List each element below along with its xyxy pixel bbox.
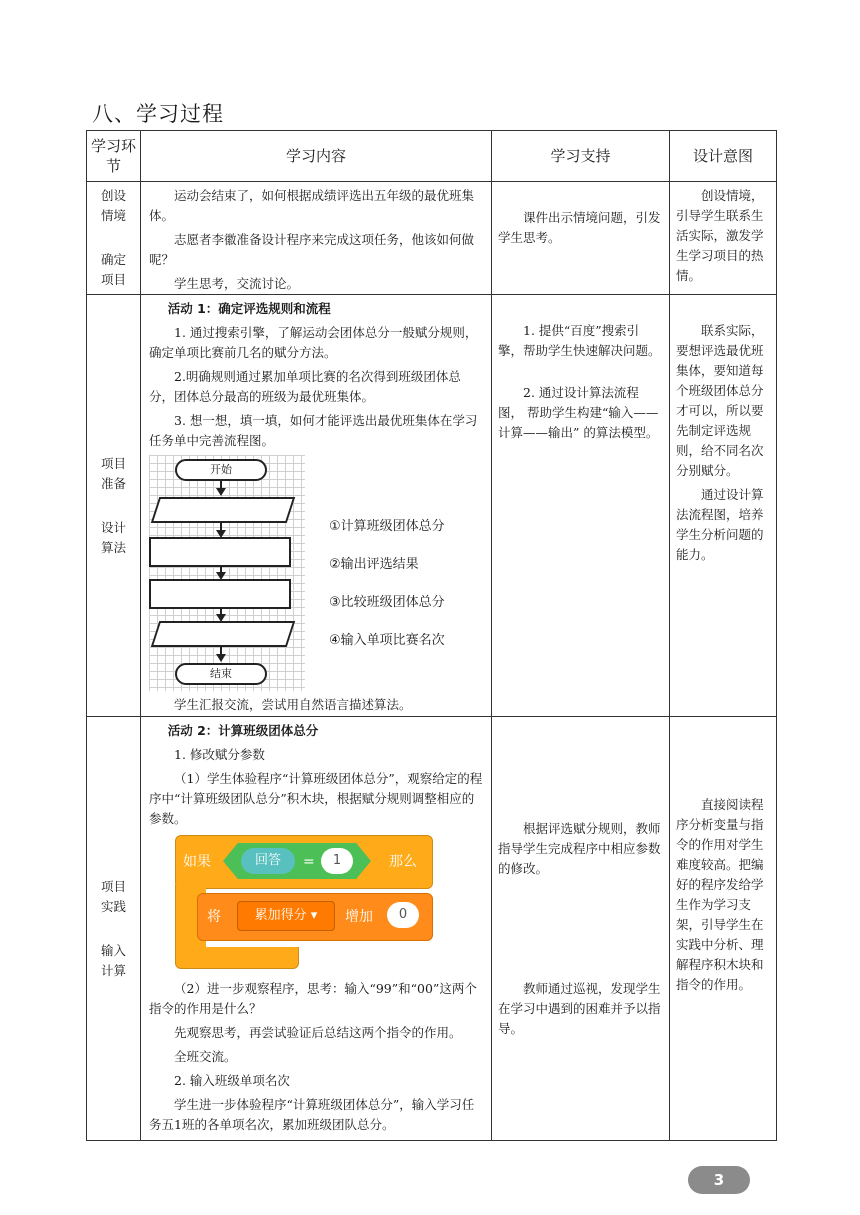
content-paragraph: （2）进一步观察程序，思考：输入“99”和“00”这两个指令的作用是什么？ (149, 981, 477, 1016)
change-value-input[interactable]: 0 (387, 902, 419, 928)
stage-label: 确定项目 (100, 252, 126, 287)
intent-paragraph: 创设情境，引导学生联系生活实际，激发学生学习项目的热情。 (676, 188, 764, 283)
header-content: 学习内容 (141, 131, 492, 182)
support-paragraph: 课件出示情境问题，引发学生思考。 (498, 210, 661, 245)
flow-option: ①计算班级团体总分 (329, 519, 445, 534)
flow-arrow (216, 654, 226, 662)
content-paragraph: 1. 修改赋分参数 (174, 747, 265, 762)
content-paragraph: （1）学生体验程序“计算班级团体总分”，观察给定的程序中“计算班级团队总分”积木块，根据赋分规则调整相应的参数。 (149, 771, 483, 826)
stage-label: 设计算法 (100, 519, 126, 555)
stage-cell (87, 295, 141, 717)
table-row (87, 295, 777, 717)
content-paragraph: 2. 输入班级单项名次 (174, 1073, 290, 1088)
section-heading: 八、学习过程 (92, 102, 224, 126)
content-paragraph: 运动会结束了，如何根据成绩评选出五年级的最优班集体。 (149, 188, 475, 223)
flow-process-box[interactable] (149, 537, 291, 567)
flow-option: ④输入单项比赛名次 (329, 633, 445, 648)
content-paragraph: 学生思考，交流讨论。 (174, 276, 300, 291)
learning-process-table (86, 130, 777, 1141)
intent-paragraph: 通过设计算法流程图，培养学生分析问题的能力。 (676, 487, 764, 562)
flow-output-box[interactable] (151, 621, 295, 647)
page-number: 3 (688, 1166, 750, 1194)
content-cell (141, 295, 492, 717)
flow-arrow (216, 488, 226, 496)
header-support: 学习支持 (492, 131, 670, 182)
flow-process-box[interactable] (149, 579, 291, 609)
content-paragraph: 全班交流。 (174, 1049, 237, 1064)
support-paragraph: 1. 提供“百度”搜索引擎，帮助学生快速解决问题。 (498, 323, 661, 358)
support-cell (492, 295, 670, 717)
intent-cell (670, 295, 777, 717)
header-intent: 设计意图 (670, 131, 777, 182)
compare-value-input[interactable]: 1 (321, 848, 353, 874)
content-paragraph: 志愿者李徽准备设计程序来完成这项任务，他该如何做呢？ (149, 232, 475, 267)
content-paragraph: 学生进一步体验程序“计算班级团体总分”，输入学习任务五1班的各单项名次，累加班级团队总分。 (149, 1097, 475, 1132)
intent-cell (670, 717, 777, 1141)
answer-variable[interactable]: 回答 (241, 848, 295, 874)
content-paragraph: 1. 通过搜索引擎，了解运动会团体总分一般赋分规则，确定单项比赛前几名的赋分方法。 (149, 325, 478, 360)
stage-label: 创设情境 (100, 188, 126, 223)
flow-option: ③比较班级团体总分 (329, 595, 445, 610)
flow-end: 结束 (175, 663, 267, 685)
support-paragraph: 根据评选赋分规则，教师指导学生完成程序中相应参数的修改。 (498, 821, 661, 876)
content-cell (141, 717, 492, 1141)
change-label: 增加 (345, 909, 373, 925)
equals-operator: = (303, 854, 315, 870)
stage-cell (87, 182, 141, 295)
content-paragraph: 先观察思考，再尝试验证后总结这两个指令的作用。 (174, 1025, 462, 1040)
content-paragraph: 2.明确规则通过累加单项比赛的名次得到班级团体总分，团体总分最高的班级为最优班集体。 (149, 369, 461, 404)
stage-label: 项目准备 (100, 455, 126, 491)
table-header-row (87, 131, 777, 182)
flow-input-box[interactable] (151, 497, 295, 523)
flow-start: 开始 (175, 459, 267, 481)
activity-title: 活动 2：计算班级团体总分 (167, 723, 319, 738)
content-paragraph: 3. 想一想，填一填，如何才能评选出最优班集体在学习任务单中完善流程图。 (149, 413, 478, 448)
intent-paragraph: 直接阅读程序分析变量与指令的作用对学生难度较高。把编好的程序发给学生作为学习支架，引导学生在实践中分析、理解程序积木块和指令的作用。 (676, 797, 764, 992)
support-paragraph: 教师通过巡视，发现学生在学习中遇到的困难并予以指导。 (498, 981, 661, 1036)
flow-option: ②输出评选结果 (329, 557, 419, 572)
intent-paragraph: 联系实际，要想评选最优班集体，要知道每个班级团体总分才可以，所以要先制定评选规则，给不同名次分别赋分。 (676, 323, 764, 478)
content-paragraph: 学生汇报交流，尝试用自然语言描述算法。 (174, 697, 412, 712)
support-cell (492, 182, 670, 295)
flowchart (149, 455, 491, 695)
header-stage: 学习环节 (87, 131, 141, 182)
table-row (87, 182, 777, 295)
variable-dropdown[interactable]: 累加得分 ▾ (237, 901, 335, 931)
intent-cell (670, 182, 777, 295)
flowchart-grid (149, 455, 305, 691)
set-label: 将 (207, 909, 221, 925)
activity-title: 活动 1：确定评选规则和流程 (167, 301, 331, 316)
scratch-if-block[interactable] (175, 835, 433, 973)
then-label: 那么 (389, 854, 417, 870)
table-row (87, 717, 777, 1141)
stage-label: 项目实践 (100, 878, 126, 914)
if-label: 如果 (183, 854, 211, 870)
stage-label: 输入计算 (100, 942, 126, 978)
stage-cell (87, 717, 141, 1141)
support-cell (492, 717, 670, 1141)
support-paragraph: 2. 通过设计算法流程图， 帮助学生构建“输入—— 计算——输出” 的算法模型。 (498, 385, 659, 440)
content-cell (141, 182, 492, 295)
